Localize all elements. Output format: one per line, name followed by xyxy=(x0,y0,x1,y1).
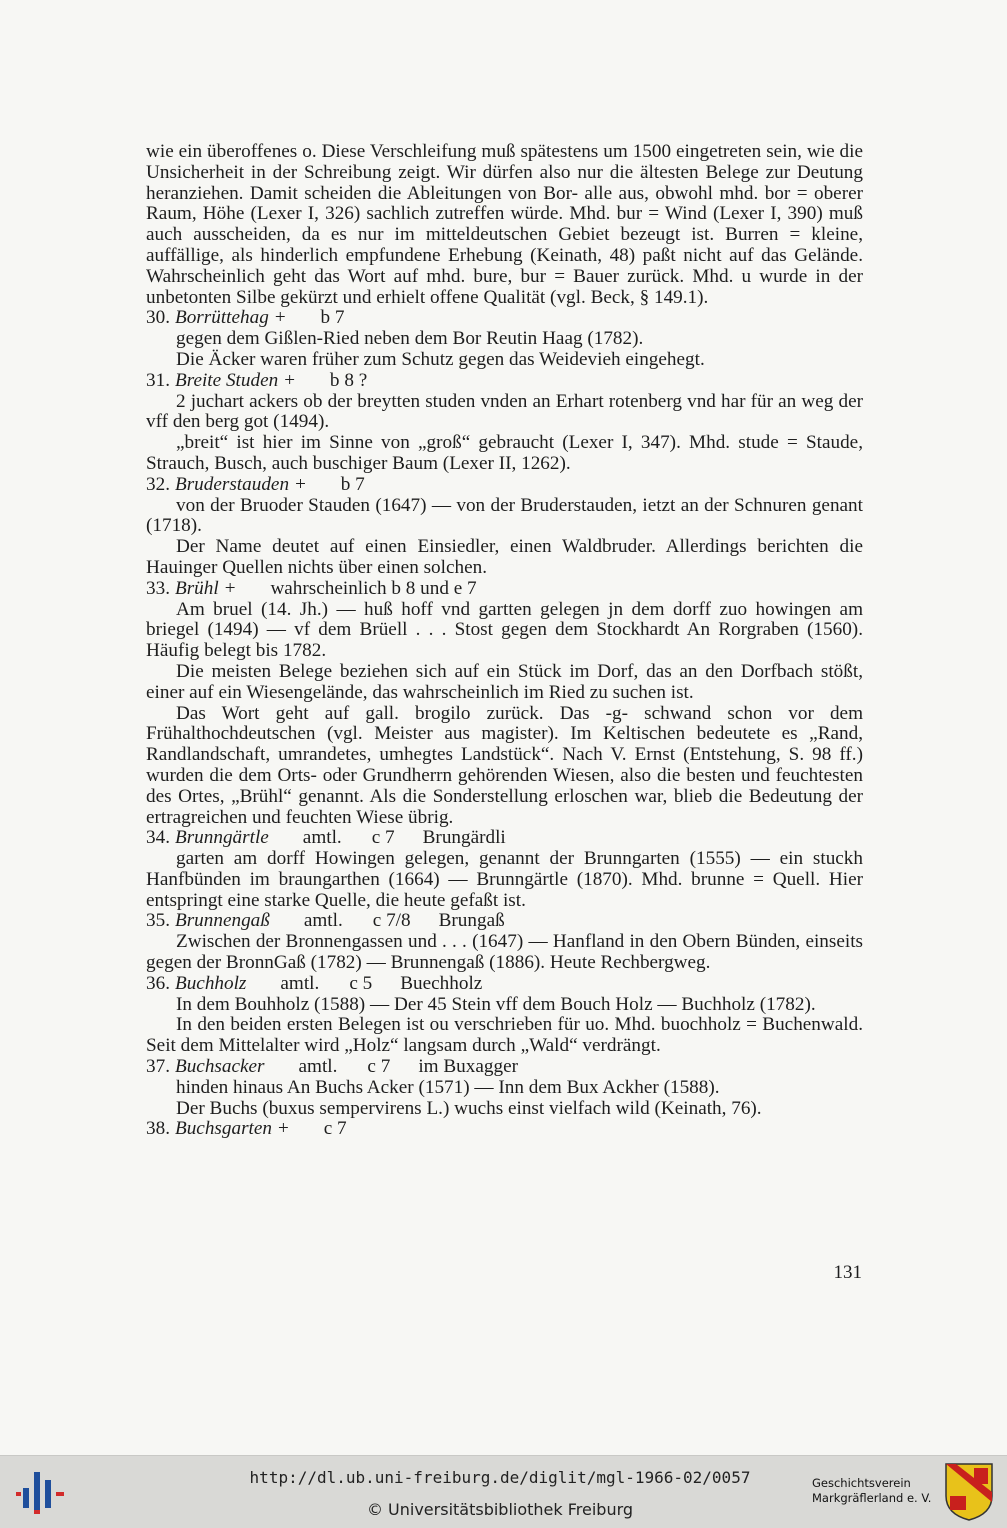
entry-name: Breite Studen + xyxy=(174,369,296,391)
entry-number: 38. xyxy=(146,1118,170,1140)
body-paragraph: „breit“ ist hier im Sinne von „groß“ gebraucht (Lexer I, 347). Mhd. stude = Staude, Strauch, Busch, auch buschiger Baum (Lexer II, 1262). xyxy=(146,432,863,474)
entry-heading xyxy=(146,1119,863,1140)
entry-name: Brunnengaß xyxy=(174,910,270,932)
body-paragraph: Am bruel (14. Jh.) — huß hoff vnd gartten gelegen jn dem dorff zuo howingen am briegel (1494) — vf dem Brüell . . . Stost gegen dem Stockhardt An Rorgraben (1560). Häufig belegt bis 1782. xyxy=(146,598,863,662)
entry-grid-ref: c 7 xyxy=(323,1118,347,1140)
entry-grid-ref: c 7 xyxy=(371,827,395,849)
society-name-line1: Geschichtsverein xyxy=(812,1476,911,1490)
entry-official-tag: amtl. xyxy=(298,1056,338,1078)
viewer-footer xyxy=(0,1455,1007,1528)
body-paragraph: gegen dem Gißlen-Ried neben dem Bor Reutin Haag (1782). xyxy=(176,328,644,350)
body-paragraph: garten am dorff Howingen gelegen, genannt der Brunngarten (1555) — ein stuckh Hanfbünden im braungarthen (1664) — Brunngärtle (1870). Mhd. brunne = Quell. Hier entspringt eine starke Quelle, die heute gefaßt ist. xyxy=(146,848,863,911)
society-name-line2: Markgräflerland e. V. xyxy=(812,1491,932,1505)
body-paragraph: von der Bruoder Stauden (1647) — von der Bruderstauden, ietzt an der Schnuren genant (1718). xyxy=(146,494,863,537)
body-paragraph: hinden hinaus An Buchs Acker (1571) — Inn dem Bux Ackher (1588). xyxy=(176,1076,720,1098)
body-paragraph: 2 juchart ackers ob der breytten studen vnden an Erhart rotenberg vnd har für an weg der vff den berg got (1494). xyxy=(146,390,863,433)
entry-heading xyxy=(146,371,863,392)
coat-of-arms-icon xyxy=(944,1462,994,1522)
page-number: 131 xyxy=(833,1262,862,1283)
entry-heading xyxy=(146,308,863,329)
entry-number: 33. xyxy=(146,577,170,599)
body-paragraph: In dem Bouhholz (1588) — Der 45 Stein vff dem Bouch Holz — Buchholz (1782). xyxy=(176,993,816,1015)
entry-heading xyxy=(146,475,863,496)
entry-heading xyxy=(146,828,863,849)
entry-number: 37. xyxy=(146,1056,170,1078)
entry-grid-ref: c 5 xyxy=(349,972,373,994)
entry-grid-ref: wahrscheinlich b 8 und e 7 xyxy=(270,577,477,599)
copyright-notice: © Universitätsbibliothek Freiburg xyxy=(366,1500,634,1519)
body-paragraph: Zwischen der Bronnengassen und . . . (1647) — Hanfland in den Obern Bünden, einseits gegen der BronnGaß (1782) — Brunnengaß (1886). Heute Rechbergweg. xyxy=(146,931,863,974)
entry-number: 30. xyxy=(146,307,170,329)
body-paragraph: Die meisten Belege beziehen sich auf ein Stück im Dorf, das an den Dorfbach stößt, einer auf ein Wiesengelände, das wahrscheinlich im Ried zu suchen ist. xyxy=(146,660,863,703)
entry-dialect-form: Brungaß xyxy=(438,910,505,932)
entry-dialect-form: im Buxagger xyxy=(418,1056,518,1078)
entry-grid-ref: b 7 xyxy=(340,473,365,495)
entry-official-tag: amtl. xyxy=(302,827,342,849)
entry-grid-ref: b 7 xyxy=(320,307,345,329)
entry-name: Borrüttehag + xyxy=(174,307,287,329)
entry-official-tag: amtl. xyxy=(303,910,343,932)
entry-grid-ref: c 7 xyxy=(367,1056,391,1078)
entry-number: 35. xyxy=(146,910,170,932)
entry-number: 36. xyxy=(146,972,170,994)
entry-number: 31. xyxy=(146,369,170,391)
entry-official-tag: amtl. xyxy=(280,972,320,994)
entry-heading xyxy=(146,974,863,995)
body-paragraph: wie ein überoffenes o. Diese Verschleifung muß spätestens um 1500 eingetreten sein, wie die Unsicherheit in der Schreibung zeigt. Wir dürfen also nur die ältesten Belege zur Deutung heranziehen. Damit scheiden die Ableitungen von Bor- alle aus, obwohl mhd. bor = oberer Raum, Höhe (Lexer I, 326) sachlich zutreffen würde. Mhd. bur = Wind (Lexer I, 390) muß auch ausscheiden, da es nur im mitteldeutschen Gebiet bezeugt ist. Burren = kleine, auffällige, als hinderlich empfundene Erhebung (Keinath, 48) paßt nicht auf das Gelände. Wahrscheinlich geht das Wort auf mhd. bure, bur = Bauer zurück. Mhd. u wurde in der unbetonten Silbe gekürzt und erhielt offene Qualität (vgl. Beck, § 149.1). xyxy=(146,141,863,308)
page-text-block xyxy=(146,142,863,1140)
entry-heading xyxy=(146,1057,863,1078)
entry-name: Bruderstauden + xyxy=(174,473,307,495)
entry-dialect-form: Buechholz xyxy=(400,972,483,994)
entry-name: Buchholz xyxy=(174,972,247,994)
body-paragraph: Der Name deutet auf einen Einsiedler, einen Waldbruder. Allerdings berichten die Hauinger Quellen nichts über einen solchen. xyxy=(146,536,863,578)
entry-number: 32. xyxy=(146,473,170,495)
entry-name: Buchsacker xyxy=(174,1056,265,1078)
body-paragraph: Der Buchs (buxus sempervirens L.) wuchs einst vielfach wild (Keinath, 76). xyxy=(176,1097,762,1119)
body-paragraph: In den beiden ersten Belegen ist ou verschrieben für uo. Mhd. buochholz = Buchenwald. Seit dem Mittelalter wird „Holz“ langsam durch „Wald“ verdrängt. xyxy=(146,1014,863,1057)
entry-grid-ref: b 8 ? xyxy=(329,369,368,391)
body-paragraph: Die Äcker waren früher zum Schutz gegen das Weidevieh eingehegt. xyxy=(176,348,705,370)
entry-name: Brühl + xyxy=(174,577,237,599)
library-logo-icon[interactable] xyxy=(14,1466,66,1518)
entry-dialect-form: Brungärdli xyxy=(422,827,506,849)
entry-heading xyxy=(146,579,863,600)
entry-heading xyxy=(146,911,863,932)
body-paragraph: Das Wort geht auf gall. brogilo zurück. Das -g- schwand schon vor dem Frühalthochdeutschen (vgl. Meister aus magister). Im Keltischen bedeutete es „Rand, Randlandschaft, umrandetes, umhegtes Landstück“. Nach V. Ernst (Entstehung, S. 98 ff.) wurden die dem Orts- oder Grundherrn gehörenden Wiesen, also die besten und feuchtesten des Ortes, „Brühl“ genannt. Als die Sonderstellung erloschen war, blieb die Bedeutung der ertragreichen und feuchten Wiese übrig. xyxy=(146,702,863,828)
entry-grid-ref: c 7/8 xyxy=(372,910,411,932)
document-url-link[interactable]: http://dl.ub.uni-freiburg.de/diglit/mgl-1966-02/0057 xyxy=(249,1468,751,1487)
entry-number: 34. xyxy=(146,827,170,849)
entry-name: Brunngärtle xyxy=(174,827,269,849)
entry-name: Buchsgarten + xyxy=(174,1118,290,1140)
society-name xyxy=(812,1476,931,1506)
